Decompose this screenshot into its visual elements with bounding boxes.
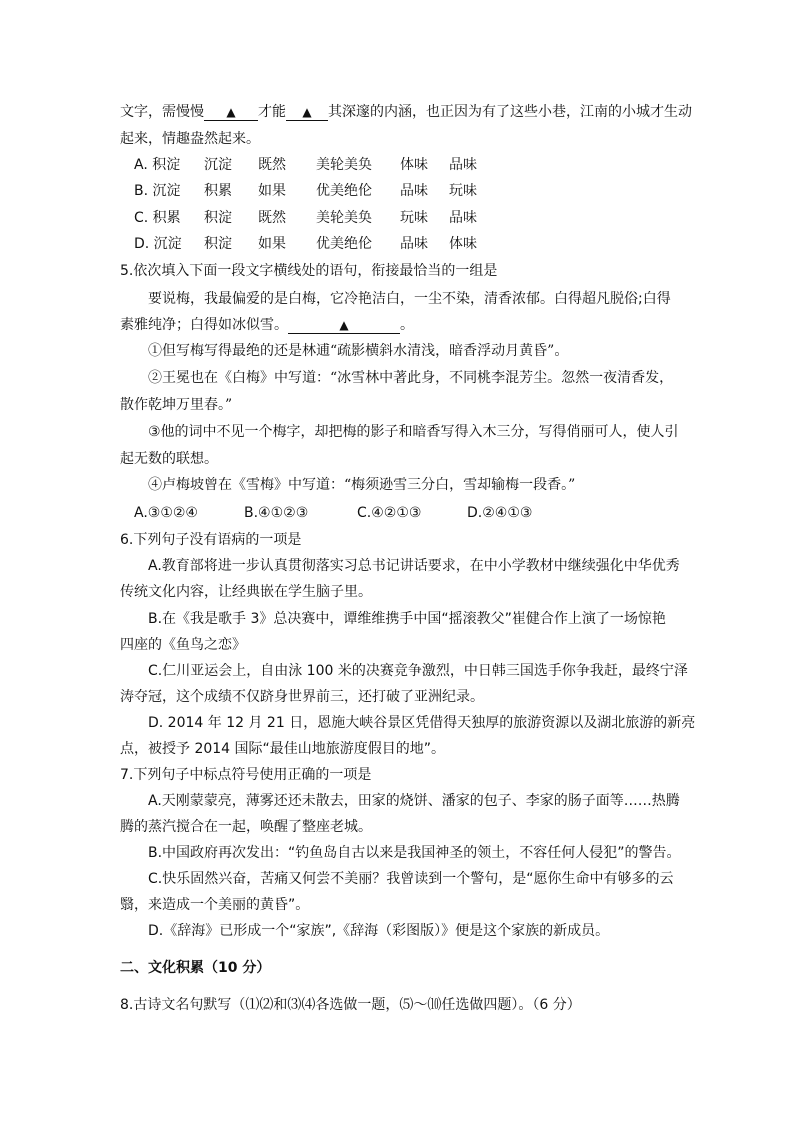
option-d-4: 优美绝伦 (316, 236, 372, 252)
q8-stem: 8.古诗文名句默写（⑴⑵和⑶⑷各选做一题，⑸～⑽任选做四题）。（6 分） (120, 997, 581, 1013)
option-d-2: 积淀 (204, 236, 232, 252)
q7-option-c-1: C.快乐固然兴奋，苦痛又何尝不美丽？我曾读到一个警句，是“愿你生命中有够多的云 (148, 871, 674, 887)
option-c-6: 品味 (449, 210, 477, 226)
q5-sentence-3a: ③他的词中不见一个梅字，却把梅的影子和暗香写得入木三分，写得俏丽可人，使人引 (148, 424, 679, 440)
option-a-1: A. 积淀 (134, 157, 181, 173)
option-c-3: 既然 (258, 210, 286, 226)
option-c-5: 玩味 (400, 210, 428, 226)
q5-sentence-1: ①但写梅写得最绝的还是林逋“疏影横斜水清浅，暗香浮动月黄昏”。 (148, 343, 569, 359)
q5-sentence-2a: ②王冕也在《白梅》中写道：“冰雪林中著此身，不同桃李混芳尘。忽然一夜清香发， (148, 370, 674, 386)
option-a-5: 体味 (400, 157, 428, 173)
option-b-2: 积累 (204, 183, 232, 199)
q7-option-b-1: B.中国政府再次发出：“钓鱼岛自古以来是我国神圣的领土，不容任何人侵犯”的警告。 (148, 845, 681, 861)
q5-option-d: D.②④①③ (467, 505, 533, 521)
q5-sentence-4: ④卢梅坡曾在《雪梅》中写道：“梅须逊雪三分白，雪却输梅一段香。” (148, 477, 576, 493)
option-b-5: 品味 (400, 183, 428, 199)
answer-blank (204, 104, 258, 121)
option-c-4: 美轮美奂 (316, 210, 372, 226)
option-a-6: 品味 (449, 157, 477, 173)
option-a-4: 美轮美奂 (316, 157, 372, 173)
triangle-icon: ▲ (302, 105, 312, 119)
q5-option-b: B.④①②③ (244, 505, 309, 521)
q5-passage-2: 素雅纯净；白得如冰似雪。 ▲ 。 (120, 317, 414, 333)
q6-option-d-2: 点，被授予 2014 国际“最佳山地旅游度假目的地”。 (120, 741, 446, 757)
q6-option-c-1: C.仁川亚运会上，自由泳 100 米的决赛竞争激烈，中日韩三国选手你争我赶，最终宁泽 (148, 663, 688, 679)
option-b-4: 优美绝伦 (316, 183, 372, 199)
q5-option-c: C.④②①③ (357, 505, 422, 521)
answer-blank (288, 317, 400, 334)
q6-option-d-1: D. 2014 年 12 月 21 日，恩施大峡谷景区凭借得天独厚的旅游资源以及湖北旅游的新亮 (148, 715, 696, 731)
q6-option-a-2: 传统文化内容，让经典嵌在学生脑子里。 (120, 584, 372, 600)
q5-option-a: A.③①②④ (134, 505, 198, 521)
section-title: 二、文化积累（10 分） (120, 960, 271, 976)
option-d-6: 体味 (449, 236, 477, 252)
answer-blank (286, 104, 328, 121)
q5-sentence-2b: 散作乾坤万里春。” (120, 397, 233, 413)
option-d-5: 品味 (400, 236, 428, 252)
q7-option-a-1: A.天刚蒙蒙亮，薄雾还还未散去，田家的烧饼、潘家的包子、李家的肠子面等……热腾 (148, 793, 680, 809)
q5-sentence-3b: 起无数的联想。 (120, 451, 218, 467)
q5-stem: 5.依次填入下面一段文字横线处的语句，衔接最恰当的一组是 (120, 263, 498, 279)
option-c-1: C. 积累 (134, 210, 181, 226)
option-b-3: 如果 (258, 183, 286, 199)
triangle-icon: ▲ (226, 105, 236, 119)
option-a-2: 沉淀 (204, 157, 232, 173)
option-b-6: 玩味 (449, 183, 477, 199)
option-c-2: 积淀 (204, 210, 232, 226)
option-a-3: 既然 (258, 157, 286, 173)
option-b-1: B. 沉淀 (134, 183, 181, 199)
q6-option-c-2: 涛夺冠，这个成绩不仅跻身世界前三，还打破了亚洲纪录。 (120, 689, 484, 705)
q6-option-b-1: B.在《我是歌手 3》总决赛中，谭维维携手中国“摇滚教父”崔健合作上演了一场惊艳 (148, 611, 666, 627)
option-d-1: D. 沉淀 (134, 236, 182, 252)
q7-option-c-2: 翳，来造成一个美丽的黄昏”。 (120, 897, 310, 913)
q4-line-2: 起来，情趣盎然起来。 (120, 131, 260, 147)
q5-passage-1: 要说梅，我最偏爱的是白梅，它冷艳洁白，一尘不染，清香浓郁。白得超凡脱俗;白得 (148, 291, 671, 307)
q6-stem: 6.下列句子没有语病的一项是 (120, 532, 302, 548)
q4-blank-sentence: 文字，需慢慢 ▲ 才能 ▲ 其深邃的内涵，也正因为有了这些小巷，江南的小城才生动 (120, 104, 692, 120)
q7-stem: 7.下列句子中标点符号使用正确的一项是 (120, 767, 372, 783)
q7-option-d-1: D.《辞海》已形成一个“家族”,《辞海（彩图版）》便是这个家族的新成员。 (148, 923, 610, 939)
triangle-icon: ▲ (339, 318, 349, 332)
q6-option-b-2: 四座的《鱼鸟之恋》 (120, 637, 246, 653)
q7-option-a-2: 腾的蒸汽搅合在一起，唤醒了整座老城。 (120, 819, 372, 835)
q6-option-a-1: A.教育部将进一步认真贯彻落实习总书记讲话要求，在中小学教材中继续强化中华优秀 (148, 558, 680, 574)
option-d-3: 如果 (258, 236, 286, 252)
